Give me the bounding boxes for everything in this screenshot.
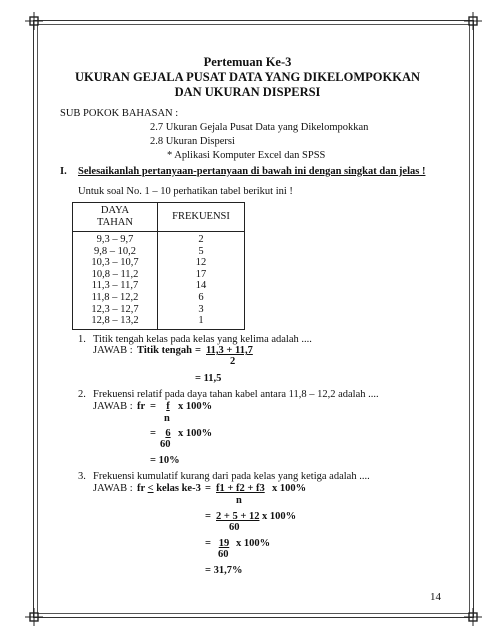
- q1-numerator: 11,3 + 11,7: [206, 345, 253, 356]
- q3-lhs-post: kelas ke-3: [153, 483, 201, 494]
- q2-step2-suffix: x 100%: [178, 428, 213, 439]
- q3-step2-suffix: x 100%: [262, 511, 297, 522]
- table-row: [73, 257, 245, 269]
- sub-topic-item: 2.8 Ukuran Dispersi: [150, 136, 235, 147]
- q3-result: = 31,7%: [205, 565, 243, 576]
- cell-range: 9,3 – 9,7: [73, 232, 158, 246]
- q2-jawab: JAWAB :: [93, 401, 133, 412]
- q2-question: Frekuensi relatif pada daya tahan kabel antara 11,8 – 12,2 adalah ....: [93, 389, 379, 400]
- q3-step2-equals: =: [205, 511, 211, 522]
- sub-topic-item: * Aplikasi Komputer Excel dan SPSS: [167, 150, 326, 161]
- table-row: [73, 304, 245, 316]
- table-row: [73, 280, 245, 292]
- q2-step2-numerator: 6: [165, 428, 171, 439]
- table-row: [73, 292, 245, 304]
- q1-question: Titik tengah kelas pada kelas yang kelima adalah ....: [93, 334, 312, 345]
- cell-range: 12,3 – 12,7: [73, 304, 158, 316]
- q3-step2-numerator: 2 + 5 + 12: [216, 511, 260, 522]
- q1-result: = 11,5: [195, 373, 222, 384]
- q1-lhs: Titik tengah: [137, 345, 192, 356]
- table-header-frekuensi: FREKUENSI: [158, 203, 245, 232]
- header-text: TAHAN: [97, 217, 133, 228]
- section-heading: Selesaikanlah pertanyaan-pertanyaan di bawah ini dengan singkat dan jelas !: [78, 166, 426, 177]
- q2-denominator: n: [164, 413, 170, 424]
- q1-equals: =: [195, 345, 201, 356]
- q3-numerator: f1 + f2 + f3: [216, 483, 265, 494]
- cell-freq: 1: [158, 315, 245, 329]
- cell-range: 10,8 – 11,2: [73, 269, 158, 281]
- page-title-sub: DAN UKURAN DISPERSI: [174, 85, 321, 99]
- q3-step3-numerator: 19: [218, 538, 230, 549]
- cell-freq: 14: [158, 280, 245, 292]
- cell-freq: 12: [158, 257, 245, 269]
- sub-topic-item: 2.7 Ukuran Gejala Pusat Data yang Dikelompokkan: [150, 122, 369, 133]
- q3-number: 3.: [78, 471, 86, 482]
- table-intro: Untuk soal No. 1 – 10 perhatikan tabel berikut ini !: [78, 186, 293, 197]
- cell-freq: 17: [158, 269, 245, 281]
- q3-jawab: JAWAB :: [93, 483, 133, 494]
- table-row: [73, 269, 245, 281]
- corner-ornament-icon: [25, 12, 43, 30]
- q2-suffix: x 100%: [178, 401, 213, 412]
- header-text: DAYA: [100, 205, 130, 216]
- q1-jawab: JAWAB :: [93, 345, 133, 356]
- q3-denominator: n: [236, 495, 242, 506]
- table-row: [73, 232, 245, 246]
- q3-equals: =: [205, 483, 211, 494]
- q3-step3-denominator: 60: [218, 549, 229, 560]
- q2-numerator: f: [166, 401, 170, 412]
- cell-freq: 2: [158, 232, 245, 246]
- q3-suffix: x 100%: [272, 483, 307, 494]
- cell-range: 12,8 – 13,2: [73, 315, 158, 329]
- page-number: 14: [430, 591, 441, 603]
- q3-step2-denominator: 60: [229, 522, 240, 533]
- q3-lhs: [137, 483, 201, 494]
- q1-denominator: 2: [230, 356, 236, 367]
- corner-ornament-icon: [464, 608, 482, 626]
- q3-lhs-lt: <: [147, 483, 154, 494]
- q3-lhs-pre: fr: [137, 483, 148, 494]
- q3-question: Frekuensi kumulatif kurang dari pada kelas yang ketiga adalah ....: [93, 471, 370, 482]
- q1-number: 1.: [78, 334, 86, 345]
- table-row: [73, 315, 245, 329]
- corner-ornament-icon: [464, 12, 482, 30]
- q3-step3-equals: =: [205, 538, 211, 549]
- cell-range: 9,8 – 10,2: [73, 246, 158, 258]
- section-number: I.: [60, 166, 67, 177]
- cell-freq: 3: [158, 304, 245, 316]
- q2-equals: =: [150, 401, 156, 412]
- table-row: [73, 246, 245, 258]
- cell-freq: 6: [158, 292, 245, 304]
- page-title-main: UKURAN GEJALA PUSAT DATA YANG DIKELOMPOKKAN: [74, 70, 421, 84]
- sub-topic-label: SUB POKOK BAHASAN :: [60, 108, 179, 119]
- q2-step2-denominator: 60: [160, 439, 171, 450]
- q2-number: 2.: [78, 389, 86, 400]
- q2-step2-equals: =: [150, 428, 156, 439]
- q2-lhs: fr: [137, 401, 146, 412]
- cell-range: 10,3 – 10,7: [73, 257, 158, 269]
- q2-result: = 10%: [150, 455, 180, 466]
- page-title-meeting: Pertemuan Ke-3: [203, 55, 292, 69]
- cell-range: 11,3 – 11,7: [73, 280, 158, 292]
- cell-range: 11,8 – 12,2: [73, 292, 158, 304]
- corner-ornament-icon: [25, 608, 43, 626]
- table-header-daya-tahan: [73, 203, 158, 232]
- cell-freq: 5: [158, 246, 245, 258]
- frequency-table: [72, 202, 245, 330]
- q3-step3-suffix: x 100%: [236, 538, 271, 549]
